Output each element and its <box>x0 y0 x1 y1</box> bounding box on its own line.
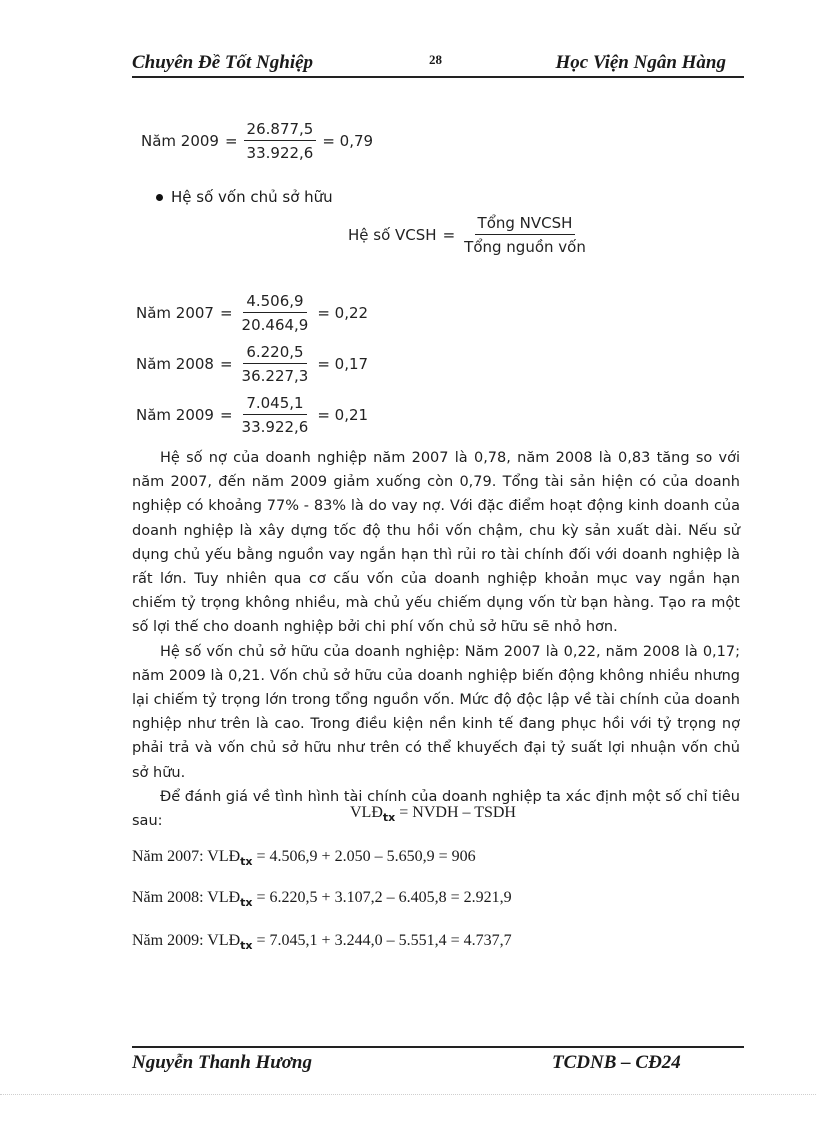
vld-symbol: VLĐ <box>207 889 241 906</box>
equation-label: Năm 2009 <box>141 132 219 150</box>
vld-line-2008 <box>132 889 512 909</box>
footer-author: Nguyễn Thanh Hương <box>132 1052 312 1073</box>
vld-line-2009 <box>132 932 512 952</box>
fraction-denominator: 33.922,6 <box>241 418 309 436</box>
paragraph-debt-ratio: Hệ số nợ của doanh nghiệp năm 2007 là 0,78, năm 2008 là 0,83 tăng so với năm 2007, đến năm 2009 giảm xuống còn 0,79. Tổng tài sản hiện có của doanh nghiệp có khoảng 77% - 83% là do vay nợ. Với đặc điểm hoạt động kinh doanh của doanh nghiệp là xây dựng tốc độ thu hồi vốn chậm, chu kỳ sản xuất dài. Nếu sử dụng chủ yếu bằng nguồn vay ngắn hạn thì rủi ro tài chính đối với doanh nghiệp là rất lớn. Tuy nhiên qua cơ cấu vốn của doanh nghiệp khoản mục vay ngắn hạn chiếm tỷ trọng không nhiều, mà chủ yếu chiếm dụng vốn từ bạn hàng. Tạo ra một số lợi thế cho doanh nghiệp bởi chi phí vốn chủ sở hữu sẽ nhỏ hơn. <box>132 450 740 636</box>
equation-label: Năm 2007 <box>136 304 214 322</box>
fraction-numerator: 6.220,5 <box>243 343 306 364</box>
fraction-denominator: 33.922,6 <box>246 144 314 162</box>
equation-result: = 0,17 <box>317 355 369 373</box>
bullet-text: Hệ số vốn chủ sở hữu <box>171 188 333 206</box>
header-title-right: Học Viện Ngân Hàng <box>555 52 726 73</box>
bullet-item <box>156 188 333 206</box>
vld-symbol: VLĐ <box>350 804 383 821</box>
equation-2009-debt-ratio: Năm 2009 = $\frac{26.877,5}{33.922,6}$ = 0,79 <box>141 120 374 162</box>
equation-2007-vcsh: Năm 2007 = $\frac{4.506,9}{20.464,9}$ = 0,22 <box>136 292 369 334</box>
vld-prefix: Năm 2007: <box>132 848 208 865</box>
fraction <box>461 214 589 256</box>
fraction-denominator: 20.464,9 <box>241 316 309 334</box>
vld-subscript: tx <box>382 811 396 825</box>
header-title-left: Chuyên Đề Tốt Nghiệp <box>132 52 314 73</box>
vld-rhs: = NVDH – TSDH <box>395 804 516 821</box>
vld-symbol: VLĐ <box>207 932 241 949</box>
vld-rhs: = 6.220,5 + 3.107,2 – 6.405,8 = 2.921,9 <box>252 889 512 906</box>
vld-prefix: Năm 2008: <box>132 889 208 906</box>
page-edge-divider <box>0 1094 816 1095</box>
fraction-denominator: Tổng nguồn vốn <box>464 238 586 256</box>
equation-result: = 0,21 <box>317 406 369 424</box>
vld-rhs: = 4.506,9 + 2.050 – 5.650,9 = 906 <box>252 848 476 865</box>
equation-2009-vcsh: Năm 2009 = $\frac{7.045,1}{33.922,6}$ = 0,21 <box>136 394 369 436</box>
fraction <box>239 292 312 334</box>
equation-result: = 0,22 <box>317 304 369 322</box>
paragraph-equity-ratio: Hệ số vốn chủ sở hữu của doanh nghiệp: Năm 2007 là 0,22, năm 2008 là 0,17; năm 2009 là 0,21. Vốn chủ sở hữu của doanh nghiệp biến động không nhiều nhưng lại chiếm tỷ trọng lớn trong tổng nguồn vốn. Mức độ độc lập về tài chính của doanh nghiệp như trên là cao. Trong điều kiện nền kinh tế đang phục hồi với tỷ trọng nợ phải trả và vốn chủ sở hữu như trên có thể khuyếch đại tỷ suất lợi nhuận vốn chủ sở hữu. <box>132 643 740 781</box>
body-text <box>132 446 740 833</box>
vld-prefix: Năm 2009: <box>132 932 208 949</box>
paragraph-intro-indicators: Để đánh giá về tình hình tài chính của doanh nghiệp ta xác định một số chỉ tiêu sau: <box>132 788 740 830</box>
equation-2008-vcsh: Năm 2008 = $\frac{6.220,5}{36.227,3}$ = 0,17 <box>136 343 369 385</box>
vld-subscript: tx <box>240 939 253 953</box>
vld-formula <box>350 804 516 824</box>
formula-lhs: Hệ số VCSH <box>348 226 437 244</box>
fraction-numerator: 26.877,5 <box>244 120 317 141</box>
fraction-denominator: 36.227,3 <box>241 367 309 385</box>
vld-line-2007 <box>132 848 476 868</box>
equation-result: = 0,79 <box>322 132 374 150</box>
bullet-icon <box>156 194 163 201</box>
fraction-numerator: Tổng NVCSH <box>475 214 576 235</box>
vld-rhs: = 7.045,1 + 3.244,0 – 5.551,4 = 4.737,7 <box>252 932 512 949</box>
fraction <box>239 394 312 436</box>
formula-vcsh: Hệ số VCSH = $\frac{\text{Tổng NVCSH}}{\text{Tổng nguồn vốn}}$ <box>348 214 595 256</box>
fraction-numerator: 7.045,1 <box>243 394 306 415</box>
fraction-numerator: 4.506,9 <box>243 292 306 313</box>
vld-subscript: tx <box>240 896 253 910</box>
vld-symbol: VLĐ <box>207 848 241 865</box>
fraction <box>239 343 312 385</box>
footer-class: TCDNB – CĐ24 <box>552 1052 681 1073</box>
page-footer <box>132 1046 744 1073</box>
fraction <box>244 120 317 162</box>
vld-subscript: tx <box>240 855 253 869</box>
page-header <box>132 52 744 78</box>
equation-label: Năm 2008 <box>136 355 214 373</box>
equation-label: Năm 2009 <box>136 406 214 424</box>
page-number: 28 <box>429 52 442 67</box>
